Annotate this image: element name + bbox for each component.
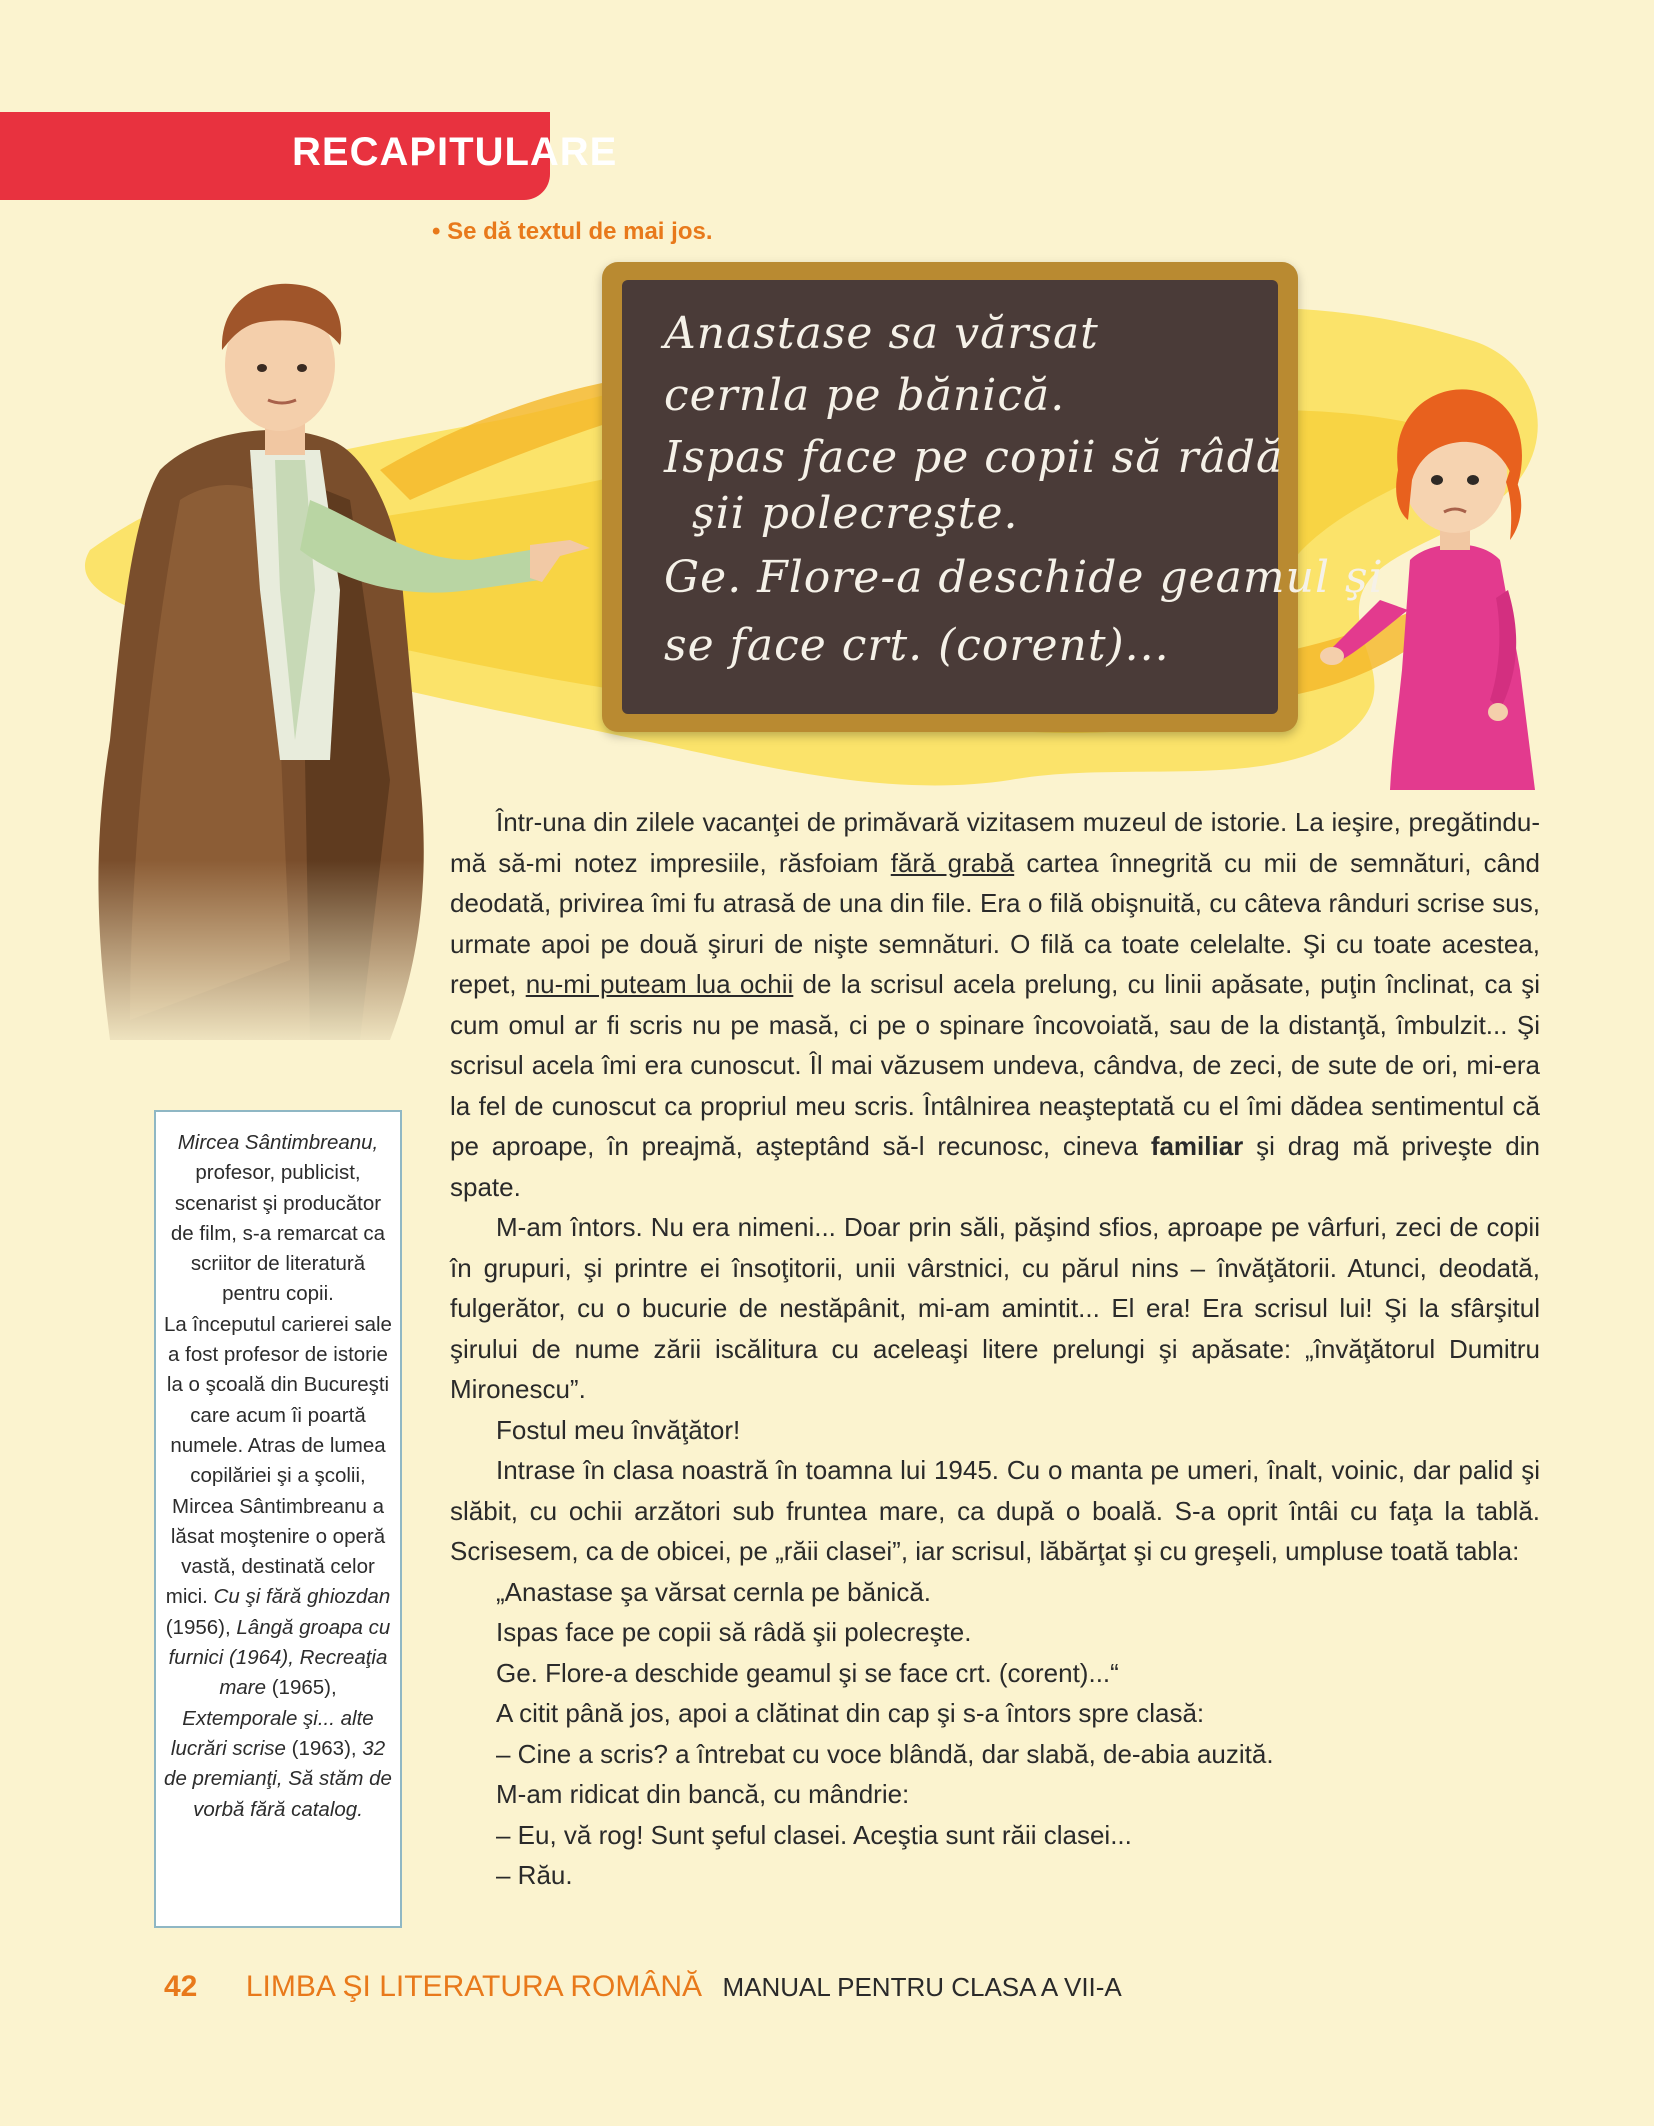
book-title: LIMBA ŞI LITERATURA ROMÂNĂ [245, 1970, 703, 2003]
story-text [450, 802, 1540, 1896]
chalk-line: se face crt. (corent)... [664, 620, 1170, 671]
bio-description: profesor, publicist, scenarist şi producător de film, s-a remarcat ca scriitor de literatură pentru copii. [170, 1161, 386, 1306]
chalk-line: Anastase sa vărsat [664, 308, 1099, 359]
underlined-phrase: nu-mi puteam lua ochii [525, 969, 794, 999]
paragraph: Intrase în clasa noastră în toamna lui 1945. Cu o manta pe umeri, înalt, voinic, dar palid şi slăbit, cu ochii arzători sub fruntea mare, ca după o boală. S-a oprit întâi cu faţa la tablă. Scrisesem, ca de obicei, pe „răii clasei”, iar scrisul, lăbărţat şi cu greşeli, umpluse toată tabla: [450, 1455, 1540, 1566]
bio-work: 32 de premianţi, Să stăm de vorbă fără catalog. [164, 1736, 392, 1821]
section-title: RECAPITULARE [292, 130, 618, 174]
blackboard [622, 280, 1384, 714]
bio-year: (1963), [285, 1736, 357, 1760]
bio-year: (1956), [165, 1615, 231, 1639]
text-run: Într-una din zilele vacanţei de primăvară vizitasem muzeul de istorie. La ieşire, pregătindu-mă să-mi notez impresiile, răsfoiam [450, 807, 1540, 878]
paragraph [450, 802, 1540, 1207]
chalk-line: cernla pe bănică. [664, 370, 1066, 421]
dialogue-line: – Cine a scris? a întrebat cu voce blândă, dar slabă, de-abia auzită. [496, 1738, 1274, 1769]
paragraph: M-am întors. Nu era nimeni... Doar prin săli, păşind sfios, aproape pe vârfuri, zeci de copii în grupuri, şi printre ei însoţitorii, unii vârstnici, cu părul nins – învăţătorii. Atunci, deodată, fulgerător, cu o bucurie de nestăpânit, mi-am amintit... El era! Era scrisul lui! Şi la sfârşitul şirului de nume zării iscălitura cu aceleaşi litere prelungi şi apăsate: „învăţătorul Dumitru Mironescu”. [450, 1212, 1540, 1404]
author-bio-text [162, 1128, 394, 1825]
quoted-line: „Anastase şa vărsat cernla pe bănică. [496, 1576, 932, 1607]
author-bio-box [154, 1110, 402, 1928]
chalk-line: Ge. Flore-a deschide geamul şi [664, 552, 1384, 603]
bio-work: Extemporale şi... alte lucrări scrise [170, 1706, 374, 1760]
girl-illustration [1320, 370, 1620, 790]
bio-work: Cu şi fără ghiozdan [213, 1585, 391, 1609]
dialogue-line: – Rău. [496, 1860, 573, 1890]
book-subtitle: MANUAL PENTRU CLASA A VII-A [722, 1972, 1122, 2002]
blackboard-frame [602, 262, 1384, 732]
dialogue-line: – Eu, vă rog! Sunt şeful clasei. Aceştia sunt răii clasei... [496, 1819, 1132, 1850]
quoted-line: Ispas face pe copii să râdă şii polecreşte. [496, 1617, 972, 1647]
page-footer [164, 1970, 1122, 2004]
chalk-line: şii polecreşte. [692, 488, 1019, 539]
page-number: 42 [164, 1970, 198, 2003]
bio-year: (1965), [266, 1676, 337, 1700]
bold-word: familiar [1150, 1131, 1244, 1161]
quoted-line: Ge. Flore-a deschide geamul şi se face crt. (corent)...“ [496, 1657, 1119, 1688]
bio-work: Lângă groapa cu furnici (1964), Recreaţia mare [168, 1615, 391, 1700]
text-run: cartea înnegrită cu mii de semnături, când deodată, privirea îmi fu atrasă de una din file. Era o filă obişnuită, cu câteva rânduri scrise sus, urmate apoi pe două şiruri de nişte semnături. O filă ca toate celelalte. Şi cu toate acestea, repet, [450, 847, 1540, 999]
text-run: şi drag mă priveşte din spate. [450, 1131, 1540, 1202]
dialogue-line: A citit până jos, apoi a clătinat din cap şi s-a întors spre clasă: [496, 1698, 1205, 1728]
section-header-tab [0, 112, 618, 200]
dialogue-line: M-am ridicat din bancă, cu mândrie: [496, 1779, 910, 1809]
author-name: Mircea Sântimbreanu, [177, 1131, 379, 1154]
text-run: de la scrisul acela prelung, cu linii apăsate, puţin înclinat, ca şi cum omul ar fi scris nu pe masă, ci pe o spinare încovoiată, sau de la distanţă, îmbulzit... Şi scrisul acela îmi era cunoscut. Îl mai văzusem undeva, cândva, de zeci, de sute de ori, mi-era la fel de cunoscut ca propriul meu scris. Întâlnirea neaşteptată cu el îmi dădea sentimentul că pe aproape, în preajmă, aşteptând să-l recunosc, cineva [450, 969, 1540, 1161]
chalk-line: Ispas face pe copii să râdă [664, 432, 1284, 483]
underlined-phrase: fără grabă [890, 847, 1015, 878]
bio-career: La începutul carierei sale a fost profesor de istorie la o şcoală din Bucureşti care acum îi poartă numele. Atras de lumea copilăriei şi a şcolii, Mircea Sântimbreanu a lăsat moştenire o operă vastă, destinată celor mici. [164, 1312, 392, 1609]
paragraph: Fostul meu învăţător! [496, 1414, 741, 1445]
task-intro: • Se dă textul de mai jos. [432, 218, 713, 245]
